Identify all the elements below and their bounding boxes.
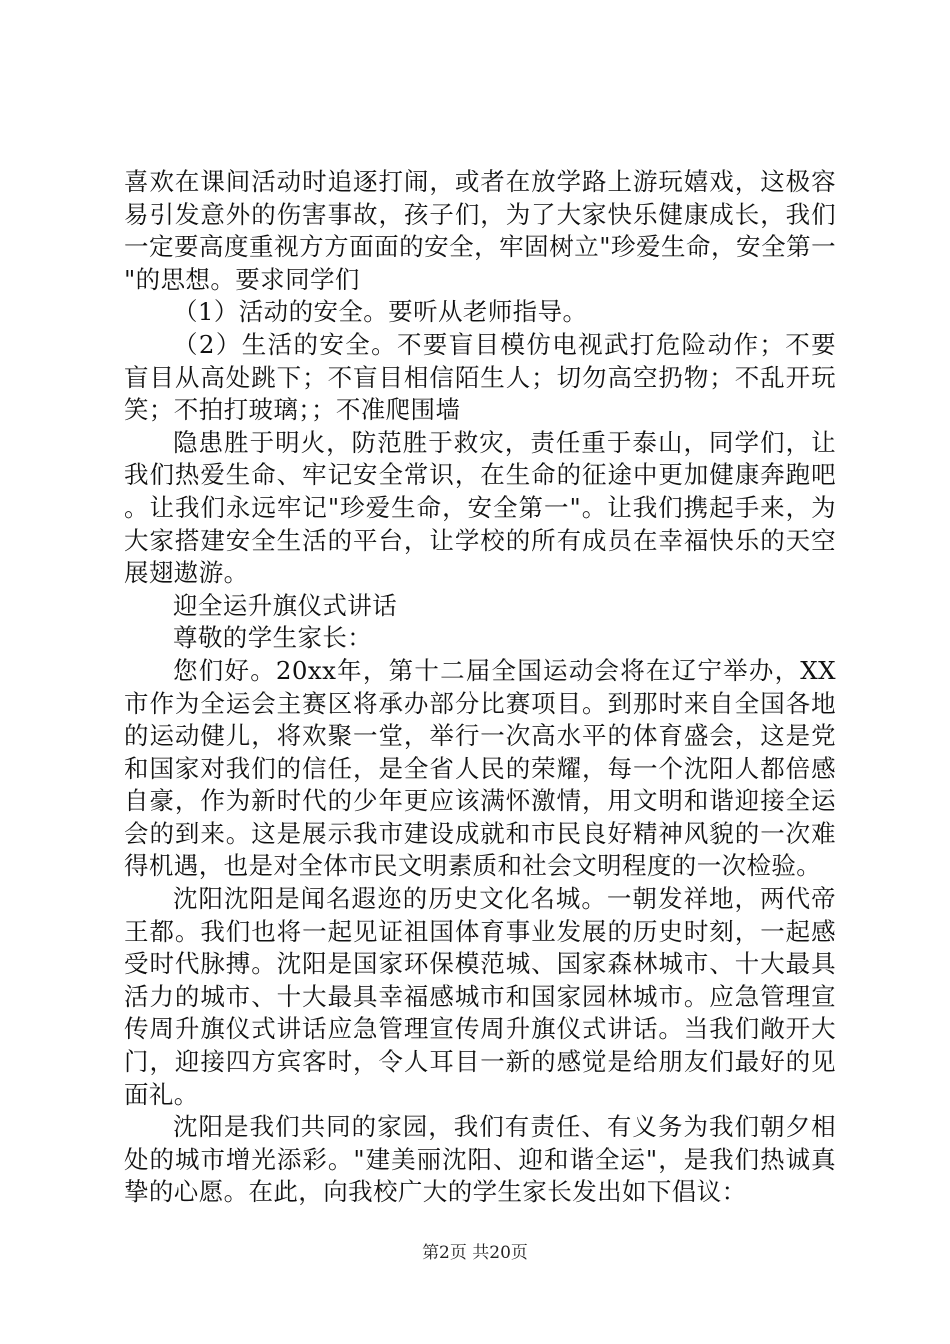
paragraph-life-safety: （2）生活的安全。不要盲目模仿电视武打危险动作；不要盲目从高处跳下；不盲目相信陌生人；切勿高空扔物；不乱开玩笑；不拍打玻璃；；不准爬围墙	[124, 329, 836, 425]
paragraph-safety-conclusion: 隐患胜于明火，防范胜于救灾，责任重于泰山，同学们，让我们热爱生命、牢记安全常识，在生命的征途中更加健康奔跑吧。让我们永远牢记"珍爱生命，安全第一"。让我们携起手来，为大家搭建安全生活的平台，让学校的所有成员在幸福快乐的天空展翅遨游。	[124, 427, 836, 588]
paragraph-safety-intro: 喜欢在课间活动时追逐打闹，或者在放学路上游玩嬉戏，这极容易引发意外的伤害事故，孩子们，为了大家快乐健康成长，我们一定要高度重视方方面面的安全，牢固树立"珍爱生命，安全第一"的思想。要求同学们	[124, 167, 836, 294]
section-heading: 迎全运升旗仪式讲话	[173, 590, 398, 620]
paragraph-shenyang-city: 沈阳沈阳是闻名遐迩的历史文化名城。一朝发祥地，两代帝王都。我们也将一起见证祖国体育事业发展的历史时刻，一起感受时代脉搏。沈阳是国家环保模范城、国家森林城市、十大最具活力的城市、十大最具幸福感城市和国家园林城市。应急管理宣传周升旗仪式讲话应急管理宣传周升旗仪式讲话。当我们敞开大门，迎接四方宾客时，令人耳目一新的感觉是给朋友们最好的见面礼。	[124, 884, 836, 1109]
page-number: 第2页 共20页	[422, 1243, 528, 1263]
paragraph-proposal: 沈阳是我们共同的家园，我们有责任、有义务为我们朝夕相处的城市增光添彩。"建美丽沈阳、迎和谐全运"，是我们热诚真挚的心愿。在此，向我校广大的学生家长发出如下倡议：	[124, 1112, 836, 1207]
document-body	[124, 166, 836, 1209]
salutation: 尊敬的学生家长：	[173, 623, 373, 653]
paragraph-activity-safety: （1）活动的安全。要听从老师指导。	[173, 297, 588, 327]
paragraph-games-intro: 您们好。20xx年，第十二届全国运动会将在辽宁举办，XX市作为全运会主赛区将承办部分比赛项目。到那时来自全国各地的运动健儿，将欢聚一堂，举行一次高水平的体育盛会，这是党和国家对我们的信任，是全省人民的荣耀，每一个沈阳人都倍感自豪，作为新时代的少年更应该满怀激情，用文明和谐迎接全运会的到来。这是展示我市建设成就和市民良好精神风貌的一次难得机遇，也是对全体市民文明素质和社会文明程度的一次检验。	[124, 655, 836, 881]
